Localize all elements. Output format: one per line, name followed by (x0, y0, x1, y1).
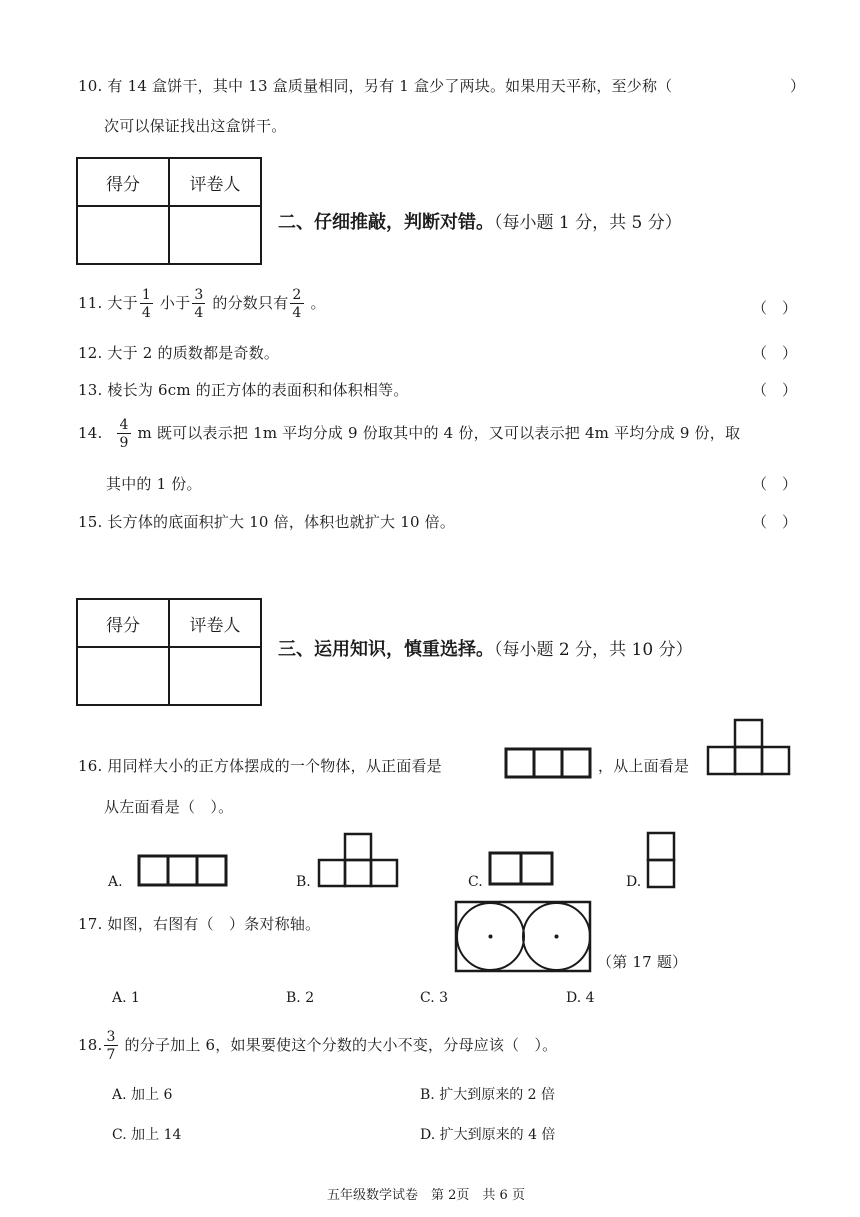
option-17-d[interactable]: D. 4 (566, 990, 595, 1006)
answer-paren-13[interactable]: （ ） (752, 381, 798, 399)
score-header: 得分 (77, 599, 169, 647)
option-16-b-label[interactable]: B. (296, 874, 311, 890)
question-11: 11. 大于 $\frac{1}{4}$ 小于 $\frac{3}{4}$ 的分数只有 $\frac{2}{4}$ 。 (78, 287, 326, 321)
option-18-d[interactable]: D. 扩大到原来的 4 倍 (420, 1127, 556, 1143)
answer-paren-14[interactable]: （ ） (752, 475, 798, 493)
answer-paren-11[interactable]: （ ） (752, 299, 798, 317)
score-cell[interactable] (77, 647, 169, 705)
option-16-a-figure[interactable] (137, 854, 229, 888)
option-18-c[interactable]: C. 加上 14 (112, 1127, 182, 1143)
two-circles-in-rectangle-figure (454, 900, 594, 974)
question-16-line2: 从左面看是（ ）。 (104, 798, 234, 816)
front-view-figure (504, 747, 594, 779)
option-16-a-label[interactable]: A. (108, 874, 123, 890)
option-17-a[interactable]: A. 1 (112, 990, 140, 1006)
section-3-heading (278, 635, 693, 661)
section-2-note: （每小题 1 分，共 5 分） (494, 213, 682, 233)
question-15: 15. 长方体的底面积扩大 10 倍，体积也就扩大 10 倍。 (78, 513, 456, 531)
grader-header: 评卷人 (169, 599, 261, 647)
fraction-3-7: $\frac{3}{7}$ (106, 1029, 116, 1063)
option-16-b-figure[interactable] (316, 832, 402, 888)
question-16-line1: 16. 用同样大小的正方体摆成的一个物体，从正面看是 (78, 757, 442, 775)
option-17-b[interactable]: B. 2 (286, 990, 315, 1006)
option-16-c-figure[interactable] (488, 851, 554, 887)
question-13: 13. 棱长为 6cm 的正方体的表面积和体积相等。 (78, 381, 409, 399)
question-17: 17. 如图，右图有（ ）条对称轴。 (78, 915, 321, 933)
question-14-line2: 其中的 1 份。 (106, 475, 202, 493)
fraction-2-4: $\frac{2}{4}$ (292, 287, 302, 321)
score-header: 得分 (77, 158, 169, 206)
fraction-3-4: $\frac{3}{4}$ (194, 287, 204, 321)
answer-paren-15[interactable]: （ ） (752, 513, 798, 531)
option-18-b[interactable]: B. 扩大到原来的 2 倍 (420, 1087, 555, 1103)
figure-17-caption: （第 17 题） (597, 953, 688, 971)
grader-cell[interactable] (169, 206, 261, 264)
question-16-mid: ，从上面看是 (598, 757, 690, 775)
option-16-c-label[interactable]: C. (468, 874, 483, 890)
top-view-figure (706, 718, 792, 776)
question-10-line1: 10. 有 14 盒饼干，其中 13 盒质量相同，另有 1 盒少了两块。如果用天平称，至少称（ (78, 77, 673, 95)
page-footer: 五年级数学试卷 第 2页 共 6 页 (327, 1188, 525, 1203)
grader-header: 评卷人 (169, 158, 261, 206)
question-14-line1: 14. $\frac{4}{9}$ m 既可以表示把 1m 平均分成 9 份取其中的 4 份，又可以表示把 4m 平均分成 9 份，取 (78, 417, 741, 451)
fraction-4-9: $\frac{4}{9}$ (119, 417, 129, 451)
question-18: 18. $\frac{3}{7}$ 的分子加上 6，如果要使这个分数的大小不变，分母应该（ ）。 (78, 1029, 558, 1063)
score-cell[interactable] (77, 206, 169, 264)
section-2-title: 二、仔细推敲，判断对错。 (278, 212, 494, 233)
option-16-d-label[interactable]: D. (626, 874, 642, 890)
option-16-d-figure[interactable] (645, 831, 677, 889)
score-table-section-2 (76, 157, 262, 265)
question-12: 12. 大于 2 的质数都是奇数。 (78, 344, 280, 362)
question-10-line2: 次可以保证找出这盒饼干。 (104, 117, 287, 135)
score-table-section-3 (76, 598, 262, 706)
option-17-c[interactable]: C. 3 (420, 990, 449, 1006)
option-18-a[interactable]: A. 加上 6 (112, 1087, 173, 1103)
question-10-answer-paren: ） (790, 77, 806, 95)
section-2-heading (278, 208, 682, 234)
section-3-note: （每小题 2 分，共 10 分） (494, 640, 693, 660)
answer-paren-12[interactable]: （ ） (752, 344, 798, 362)
fraction-1-4: $\frac{1}{4}$ (141, 287, 151, 321)
section-3-title: 三、运用知识，慎重选择。 (278, 639, 494, 660)
grader-cell[interactable] (169, 647, 261, 705)
